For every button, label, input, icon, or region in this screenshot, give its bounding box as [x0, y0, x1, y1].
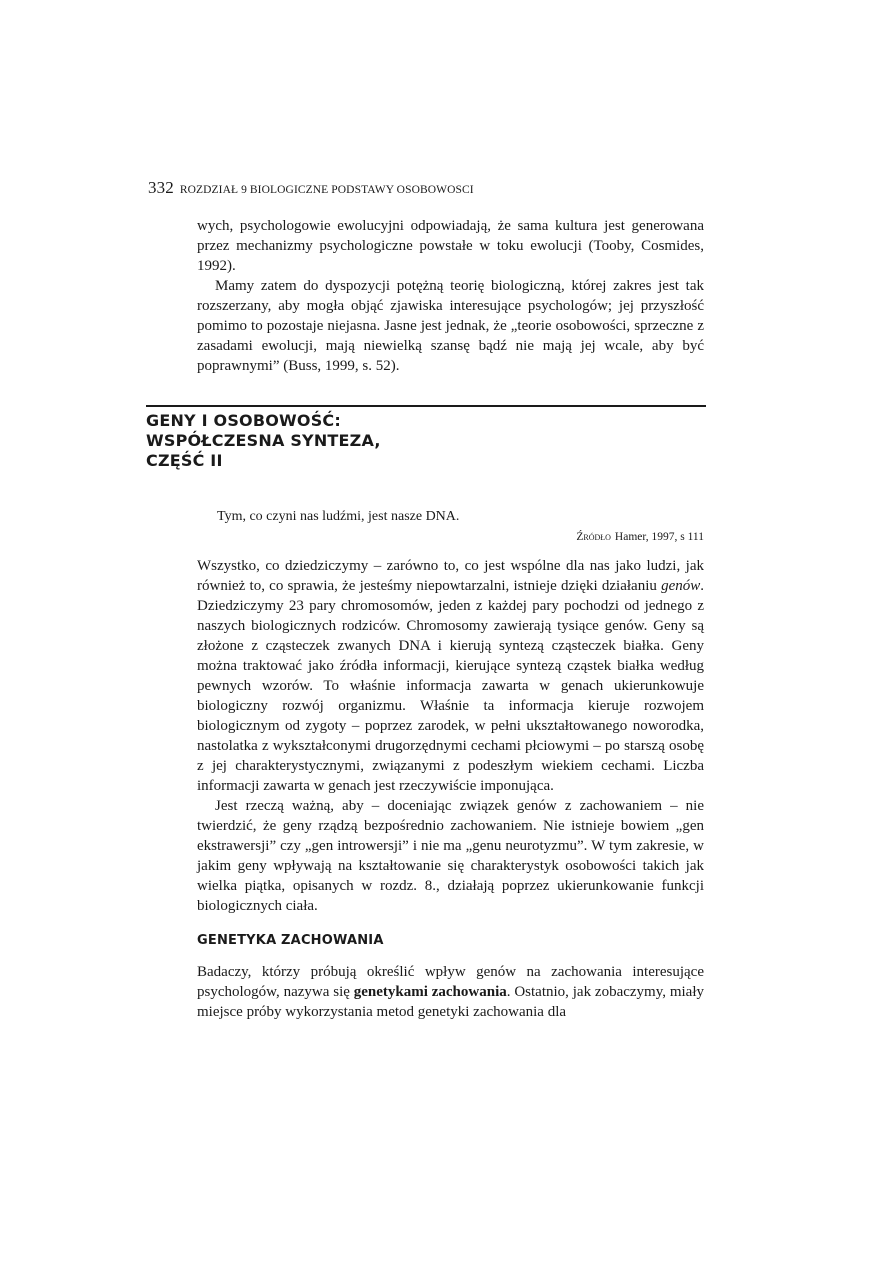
term-genetyka-zachowania: genetykami zachowania [353, 984, 507, 1000]
body-paragraph-1-end: . Dziedziczymy 23 pary chromosomów, jeden z każdej pary pochodzi od jednego z naszych biologicznych rodziców. Chromosomy zawierają tysiące genów. Geny są złożone z cząsteczek zwanych DNA i kierują syntezą cząsteczek białka. Geny można traktować jako źródła informacji, kierujące syntezą cząstek białka według pewnych wzorów. To właśnie informacja zawarta w genach ukierunkowuje biologiczny rozwój organizmu. Właśnie ta informacja kieruje rozwojem biologicznym od zygoty – poprzez zarodek, w pełni ukształtowanego noworodka, nastolatka z wykształconymi drugorzędnymi cechami płciowymi – po starszą osobę z jej charakterystycznymi, związanymi z podeszłym wiekiem cechami. Liczba informacji zawarta w genach jest rzeczywiście imponująca. [197, 578, 704, 794]
body-paragraph-1 [197, 556, 704, 796]
subsection-title: GENETYKA ZACHOWANIA [197, 933, 384, 948]
section-title-line-3: CZĘŚĆ II [146, 451, 223, 470]
term-genow: genów [661, 578, 701, 594]
subsection-paragraph-1-start: Badaczy, którzy próbują określić wpływ genów na zachowania interesujące psychologów, nazywa się [197, 964, 704, 1000]
subsection-text [197, 962, 704, 1022]
intro-text [197, 216, 704, 376]
intro-paragraph-1: wych, psychologowie ewolucyjni odpowiadają, że sama kultura jest generowana przez mechanizmy psychologiczne powstałe w toku ewolucji (Tooby, Cosmides, 1992). [197, 218, 704, 274]
epigraph-source-ref: Hamer, 1997, s 111 [614, 531, 704, 543]
body-text [197, 556, 704, 916]
subsection-paragraph-1-end: . Ostatnio, jak zobaczymy, miały miejsce próby wykorzystania metod genetyki zachowania dla [197, 984, 704, 1020]
running-title: ROZDZIAŁ 9 BIOLOGICZNE PODSTAWY OSOBOWOSCI [179, 184, 474, 196]
page-number: 332 [148, 178, 174, 197]
section-title [146, 411, 546, 471]
intro-paragraph-2: Mamy zatem do dyspozycji potężną teorię biologiczną, której zakres jest tak rozszerzany, aby mogła objąć zjawiska interesujące psychologów; jej przyszłość pomimo to pozostaje niejasna. Jasne jest jednak, że „teorie osobowości, sprzeczne z zasadami ewolucji, mają niewielką szansę bądź nie mają jej wcale, aby być poprawnymi” (Buss, 1999, s. 52). [197, 278, 704, 374]
epigraph-quote: Tym, co czyni nas ludźmi, jest nasze DNA. [217, 509, 460, 524]
body-paragraph-1-start: Wszystko, co dziedziczymy – zarówno to, co jest wspólne dla nas jako ludzi, jak również to, co sprawia, że jesteśmy niepowtarzalni, istnieje dzięki działaniu [197, 558, 704, 594]
epigraph-source-label: Źródło [576, 531, 611, 543]
section-divider [146, 405, 706, 407]
section-title-line-1: GENY I OSOBOWOŚĆ: [146, 411, 341, 430]
body-paragraph-2: Jest rzeczą ważną, aby – doceniając związek genów z zachowaniem – nie twierdzić, że geny rządzą bezpośrednio zachowaniem. Nie istnieje bowiem „gen ekstrawersji” czy „gen introwersji” i nie ma „genu neurotyzmu”. W tym zakresie, w jakim geny wpływają na kształtowanie się charakterystyk osobowości takich jak wielka piątka, opisanych w rozdz. 8., działają poprzez ukierunkowanie funkcji biologicznych ciała. [197, 798, 704, 914]
subsection-paragraph-1 [197, 962, 704, 1022]
running-header [148, 178, 708, 198]
epigraph-source [576, 531, 704, 543]
section-title-line-2: WSPÓŁCZESNA SYNTEZA, [146, 431, 381, 450]
